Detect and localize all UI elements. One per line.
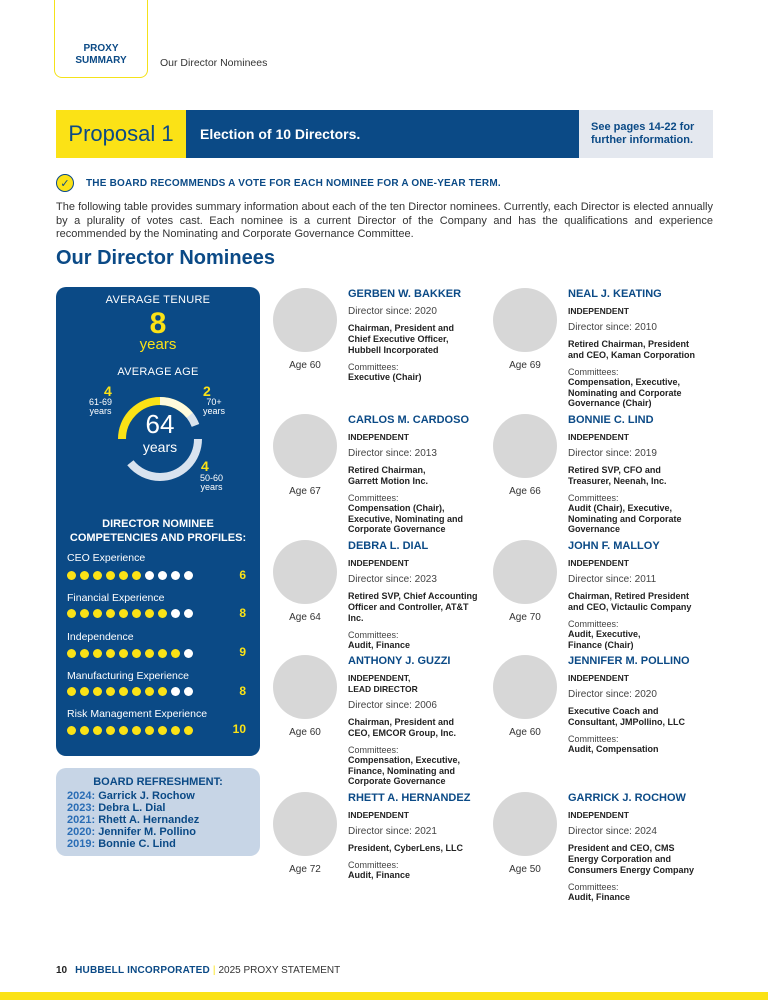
dot-filled bbox=[119, 649, 128, 658]
dot-filled bbox=[132, 726, 141, 735]
refreshment-name: Garrick J. Rochow bbox=[98, 790, 195, 802]
dot-empty bbox=[184, 687, 193, 696]
nominee-age: Age 60 bbox=[289, 360, 321, 371]
footer-company: HUBBELL INCORPORATED bbox=[75, 965, 210, 976]
committees-label: Committees: bbox=[568, 882, 619, 892]
footer-separator: | bbox=[212, 965, 216, 976]
nominee-committees: Audit, Finance bbox=[568, 892, 631, 902]
nominee-committees: Compensation, Executive, Finance, Nominating and Corporate Governance bbox=[348, 755, 461, 786]
dot-filled bbox=[67, 649, 76, 658]
dot-filled bbox=[158, 726, 167, 735]
age-group-label-70-plus: 70+ years bbox=[203, 397, 226, 416]
section-tab[interactable] bbox=[54, 0, 148, 78]
nominee-committees: Audit (Chair), Executive, Nominating and Corporate Governance bbox=[568, 503, 682, 534]
refreshment-list bbox=[67, 790, 199, 850]
dot-filled bbox=[67, 609, 76, 618]
dot-filled bbox=[93, 726, 102, 735]
nominee-name: NEAL J. KEATING bbox=[568, 288, 662, 300]
competency-label: Risk Management Experience bbox=[67, 708, 208, 720]
dot-filled bbox=[67, 687, 76, 696]
nominee-card bbox=[493, 288, 698, 408]
dot-filled bbox=[80, 571, 89, 580]
board-recommendation bbox=[56, 174, 501, 192]
avatar bbox=[493, 655, 557, 719]
committees-label: Committees: bbox=[568, 493, 619, 503]
nominee-title: Chairman, President and CEO, EMCOR Group, Inc. bbox=[348, 717, 457, 738]
nominee-title: President, CyberLens, LLC bbox=[348, 843, 464, 853]
committees-label: Committees: bbox=[568, 619, 619, 629]
dot-empty bbox=[184, 571, 193, 580]
board-stats-panel bbox=[56, 287, 260, 756]
age-unit: years bbox=[142, 439, 178, 455]
dot-filled bbox=[145, 649, 154, 658]
committees-label: Committees: bbox=[568, 367, 619, 377]
refreshment-year: 2023: bbox=[67, 802, 96, 814]
nominee-card bbox=[493, 414, 698, 534]
dot-filled bbox=[119, 687, 128, 696]
nominee-committees: Audit, Finance bbox=[348, 870, 411, 880]
refreshment-year: 2024: bbox=[67, 790, 96, 802]
nominee-age: Age 66 bbox=[509, 486, 541, 497]
nominee-name: ANTHONY J. GUZZI bbox=[348, 655, 451, 667]
nominee-age: Age 50 bbox=[509, 864, 541, 875]
nominee-card bbox=[273, 414, 478, 534]
nominee-name: JENNIFER M. POLLINO bbox=[568, 655, 690, 667]
age-group-count-50-60: 4 bbox=[201, 458, 209, 474]
tenure-unit: years bbox=[139, 336, 177, 353]
list-item bbox=[67, 838, 199, 850]
nominee-independent: INDEPENDENT, LEAD DIRECTOR bbox=[348, 673, 418, 694]
nominee-committees: Executive (Chair) bbox=[348, 372, 422, 382]
nominee-name: GERBEN W. BAKKER bbox=[348, 288, 462, 300]
competency-dots bbox=[67, 726, 193, 735]
checkmark-icon: ✓ bbox=[56, 174, 74, 192]
nominee-age: Age 69 bbox=[509, 360, 541, 371]
refreshment-title: BOARD REFRESHMENT: bbox=[93, 776, 223, 788]
nominee-card bbox=[273, 540, 478, 660]
breadcrumb: Our Director Nominees bbox=[160, 57, 268, 69]
dot-filled bbox=[106, 726, 115, 735]
competencies-title: DIRECTOR NOMINEE COMPETENCIES AND PROFILES: bbox=[69, 518, 247, 544]
age-label: AVERAGE AGE bbox=[117, 366, 199, 378]
dot-filled bbox=[132, 649, 141, 658]
nominee-since: Director since: 2021 bbox=[348, 826, 437, 837]
dot-filled bbox=[158, 687, 167, 696]
nominee-independent: INDEPENDENT bbox=[568, 306, 629, 316]
dot-filled bbox=[106, 687, 115, 696]
list-item bbox=[67, 802, 199, 814]
avatar bbox=[273, 288, 337, 352]
dot-filled bbox=[93, 571, 102, 580]
refreshment-name: Jennifer M. Pollino bbox=[98, 826, 196, 838]
avatar bbox=[273, 655, 337, 719]
nominee-independent: INDEPENDENT bbox=[348, 432, 409, 442]
dot-filled bbox=[132, 571, 141, 580]
list-item bbox=[67, 826, 199, 838]
nominee-card bbox=[273, 288, 478, 408]
proposal-title: Election of 10 Directors. bbox=[186, 110, 579, 158]
committees-label: Committees: bbox=[348, 745, 399, 755]
committees-label: Committees: bbox=[568, 734, 619, 744]
see-pages-note: See pages 14-22 for further information. bbox=[579, 110, 713, 158]
intro-paragraph: The following table provides summary information about each of the ten Director nominees. Currently, each Director is elected annually by a plurality of votes cast. Each nominee is a current Director of the Company and has the qualifications and experience recommended by the Nominating and Corporate Governance Committee. bbox=[56, 201, 713, 240]
dot-filled bbox=[67, 571, 76, 580]
proposal-banner bbox=[56, 110, 713, 158]
dot-filled bbox=[80, 726, 89, 735]
nominee-since: Director since: 2020 bbox=[348, 306, 437, 317]
nominee-card bbox=[493, 540, 698, 660]
nominee-card bbox=[493, 655, 698, 775]
nominee-age: Age 64 bbox=[289, 612, 321, 623]
list-item bbox=[67, 790, 199, 802]
nominee-title: Retired Chairman, President and CEO, Kaman Corporation bbox=[568, 339, 696, 360]
nominee-independent: INDEPENDENT bbox=[568, 558, 629, 568]
dot-filled bbox=[93, 649, 102, 658]
dot-filled bbox=[80, 609, 89, 618]
committees-label: Committees: bbox=[348, 362, 399, 372]
section-tab-label: PROXY SUMMARY bbox=[75, 43, 127, 66]
nominee-since: Director since: 2013 bbox=[348, 448, 437, 459]
nominee-since: Director since: 2019 bbox=[568, 448, 657, 459]
avatar bbox=[273, 414, 337, 478]
committees-label: Committees: bbox=[348, 493, 399, 503]
dot-filled bbox=[93, 609, 102, 618]
dot-filled bbox=[119, 571, 128, 580]
competency-dots bbox=[67, 571, 193, 580]
page-footer bbox=[56, 965, 340, 976]
competency-count: 9 bbox=[239, 645, 246, 659]
competency-count: 6 bbox=[239, 568, 246, 582]
nominee-independent: INDEPENDENT bbox=[348, 558, 409, 568]
nominee-card bbox=[493, 792, 698, 912]
refreshment-year: 2021: bbox=[67, 814, 96, 826]
nominee-since: Director since: 2023 bbox=[348, 574, 437, 585]
dot-filled bbox=[106, 649, 115, 658]
competency-label: Manufacturing Experience bbox=[67, 670, 189, 682]
competency-label: Financial Experience bbox=[67, 592, 165, 604]
avatar bbox=[493, 288, 557, 352]
recommendation-text: THE BOARD RECOMMENDS A VOTE FOR EACH NOMINEE FOR A ONE-YEAR TERM. bbox=[86, 177, 501, 189]
age-group-label-50-60: 50-60 years bbox=[200, 473, 224, 492]
dot-filled bbox=[106, 609, 115, 618]
dot-filled bbox=[93, 687, 102, 696]
nominee-name: GARRICK J. ROCHOW bbox=[568, 792, 686, 804]
dot-filled bbox=[145, 726, 154, 735]
nominee-since: Director since: 2024 bbox=[568, 826, 657, 837]
dot-filled bbox=[80, 649, 89, 658]
nominee-since: Director since: 2011 bbox=[568, 574, 657, 585]
dot-empty bbox=[184, 609, 193, 618]
competency-dots bbox=[67, 687, 193, 696]
nominee-committees: Audit, Finance bbox=[348, 640, 411, 650]
competency-count: 8 bbox=[239, 606, 246, 620]
dot-filled bbox=[80, 687, 89, 696]
age-value: 64 bbox=[145, 409, 175, 439]
nominee-since: Director since: 2010 bbox=[568, 322, 657, 333]
nominee-since: Director since: 2020 bbox=[568, 689, 657, 700]
list-item bbox=[67, 814, 199, 826]
age-group-label-61-69: 61-69 years bbox=[89, 397, 113, 416]
dot-empty bbox=[184, 649, 193, 658]
refreshment-year: 2020: bbox=[67, 826, 96, 838]
dot-filled bbox=[106, 571, 115, 580]
nominee-age: Age 60 bbox=[289, 727, 321, 738]
footer-bar bbox=[0, 992, 768, 1000]
dot-empty bbox=[158, 571, 167, 580]
nominee-age: Age 72 bbox=[289, 864, 321, 875]
tenure-label: AVERAGE TENURE bbox=[105, 294, 211, 306]
avatar bbox=[493, 540, 557, 604]
nominee-name: JOHN F. MALLOY bbox=[568, 540, 660, 552]
competency-dots bbox=[67, 609, 193, 618]
age-group-count-70-plus: 2 bbox=[203, 383, 211, 399]
competency-label: CEO Experience bbox=[67, 552, 146, 564]
nominee-independent: INDEPENDENT bbox=[568, 810, 629, 820]
proposal-number: Proposal 1 bbox=[56, 110, 186, 158]
refreshment-name: Debra L. Dial bbox=[98, 802, 166, 814]
nominee-age: Age 70 bbox=[509, 612, 541, 623]
competency-count: 8 bbox=[239, 684, 246, 698]
nominee-independent: INDEPENDENT bbox=[348, 810, 409, 820]
nominee-card bbox=[273, 655, 478, 786]
nominee-age: Age 60 bbox=[509, 727, 541, 738]
competency-count: 10 bbox=[232, 722, 246, 736]
footer-document: 2025 PROXY STATEMENT bbox=[218, 965, 341, 976]
dot-filled bbox=[119, 609, 128, 618]
dot-empty bbox=[171, 687, 180, 696]
nominee-name: RHETT A. HERNANDEZ bbox=[348, 792, 471, 804]
nominee-committees: Audit, Executive, Finance (Chair) bbox=[568, 629, 641, 650]
dot-empty bbox=[171, 571, 180, 580]
refreshment-name: Bonnie C. Lind bbox=[98, 838, 176, 850]
dot-empty bbox=[145, 571, 154, 580]
nominee-title: Retired Chairman, Garrett Motion Inc. bbox=[348, 465, 429, 486]
nominee-committees: Compensation (Chair), Executive, Nominating and Corporate Governance bbox=[348, 503, 464, 534]
nominee-title: Retired SVP, Chief Accounting Officer and Controller, AT&T Inc. bbox=[348, 591, 478, 623]
avatar bbox=[273, 540, 337, 604]
dot-filled bbox=[145, 609, 154, 618]
dot-filled bbox=[184, 726, 193, 735]
nominee-title: Chairman, Retired President and CEO, Victaulic Company bbox=[568, 591, 692, 612]
nominee-name: CARLOS M. CARDOSO bbox=[348, 414, 469, 426]
nominee-since: Director since: 2006 bbox=[348, 700, 437, 711]
competency-dots bbox=[67, 649, 193, 658]
committees-label: Committees: bbox=[348, 860, 399, 870]
dot-filled bbox=[119, 726, 128, 735]
committees-label: Committees: bbox=[348, 630, 399, 640]
dot-filled bbox=[132, 687, 141, 696]
nominee-title: Chairman, President and Chief Executive Officer, Hubbell Incorporated bbox=[348, 323, 455, 355]
nominee-independent: INDEPENDENT bbox=[568, 432, 629, 442]
dot-filled bbox=[132, 609, 141, 618]
dot-filled bbox=[145, 687, 154, 696]
nominee-age: Age 67 bbox=[289, 486, 321, 497]
avatar bbox=[493, 792, 557, 856]
nominee-independent: INDEPENDENT bbox=[568, 673, 629, 683]
board-refreshment-box bbox=[56, 768, 260, 856]
nominee-title: President and CEO, CMS Energy Corporation and Consumers Energy Company bbox=[568, 843, 695, 875]
avatar bbox=[273, 792, 337, 856]
dot-empty bbox=[171, 609, 180, 618]
tenure-value: 8 bbox=[149, 307, 167, 340]
nominee-title: Executive Coach and Consultant, JMPollino, LLC bbox=[568, 706, 685, 727]
dot-filled bbox=[171, 649, 180, 658]
refreshment-year: 2019: bbox=[67, 838, 96, 850]
nominee-card bbox=[273, 792, 478, 912]
nominee-committees: Audit, Compensation bbox=[568, 744, 659, 754]
age-group-count-61-69: 4 bbox=[104, 383, 112, 399]
nominee-title: Retired SVP, CFO and Treasurer, Neenah, Inc. bbox=[568, 465, 667, 486]
dot-filled bbox=[158, 609, 167, 618]
dot-filled bbox=[67, 726, 76, 735]
nominee-name: BONNIE C. LIND bbox=[568, 414, 654, 426]
page-title: Our Director Nominees bbox=[56, 247, 275, 269]
dot-filled bbox=[171, 726, 180, 735]
dot-filled bbox=[158, 649, 167, 658]
competency-label: Independence bbox=[67, 631, 134, 643]
refreshment-name: Rhett A. Hernandez bbox=[98, 814, 200, 826]
nominee-committees: Compensation, Executive, Nominating and Corporate Governance (Chair) bbox=[568, 377, 682, 408]
avatar bbox=[493, 414, 557, 478]
nominee-name: DEBRA L. DIAL bbox=[348, 540, 429, 552]
page-number: 10 bbox=[56, 965, 68, 976]
